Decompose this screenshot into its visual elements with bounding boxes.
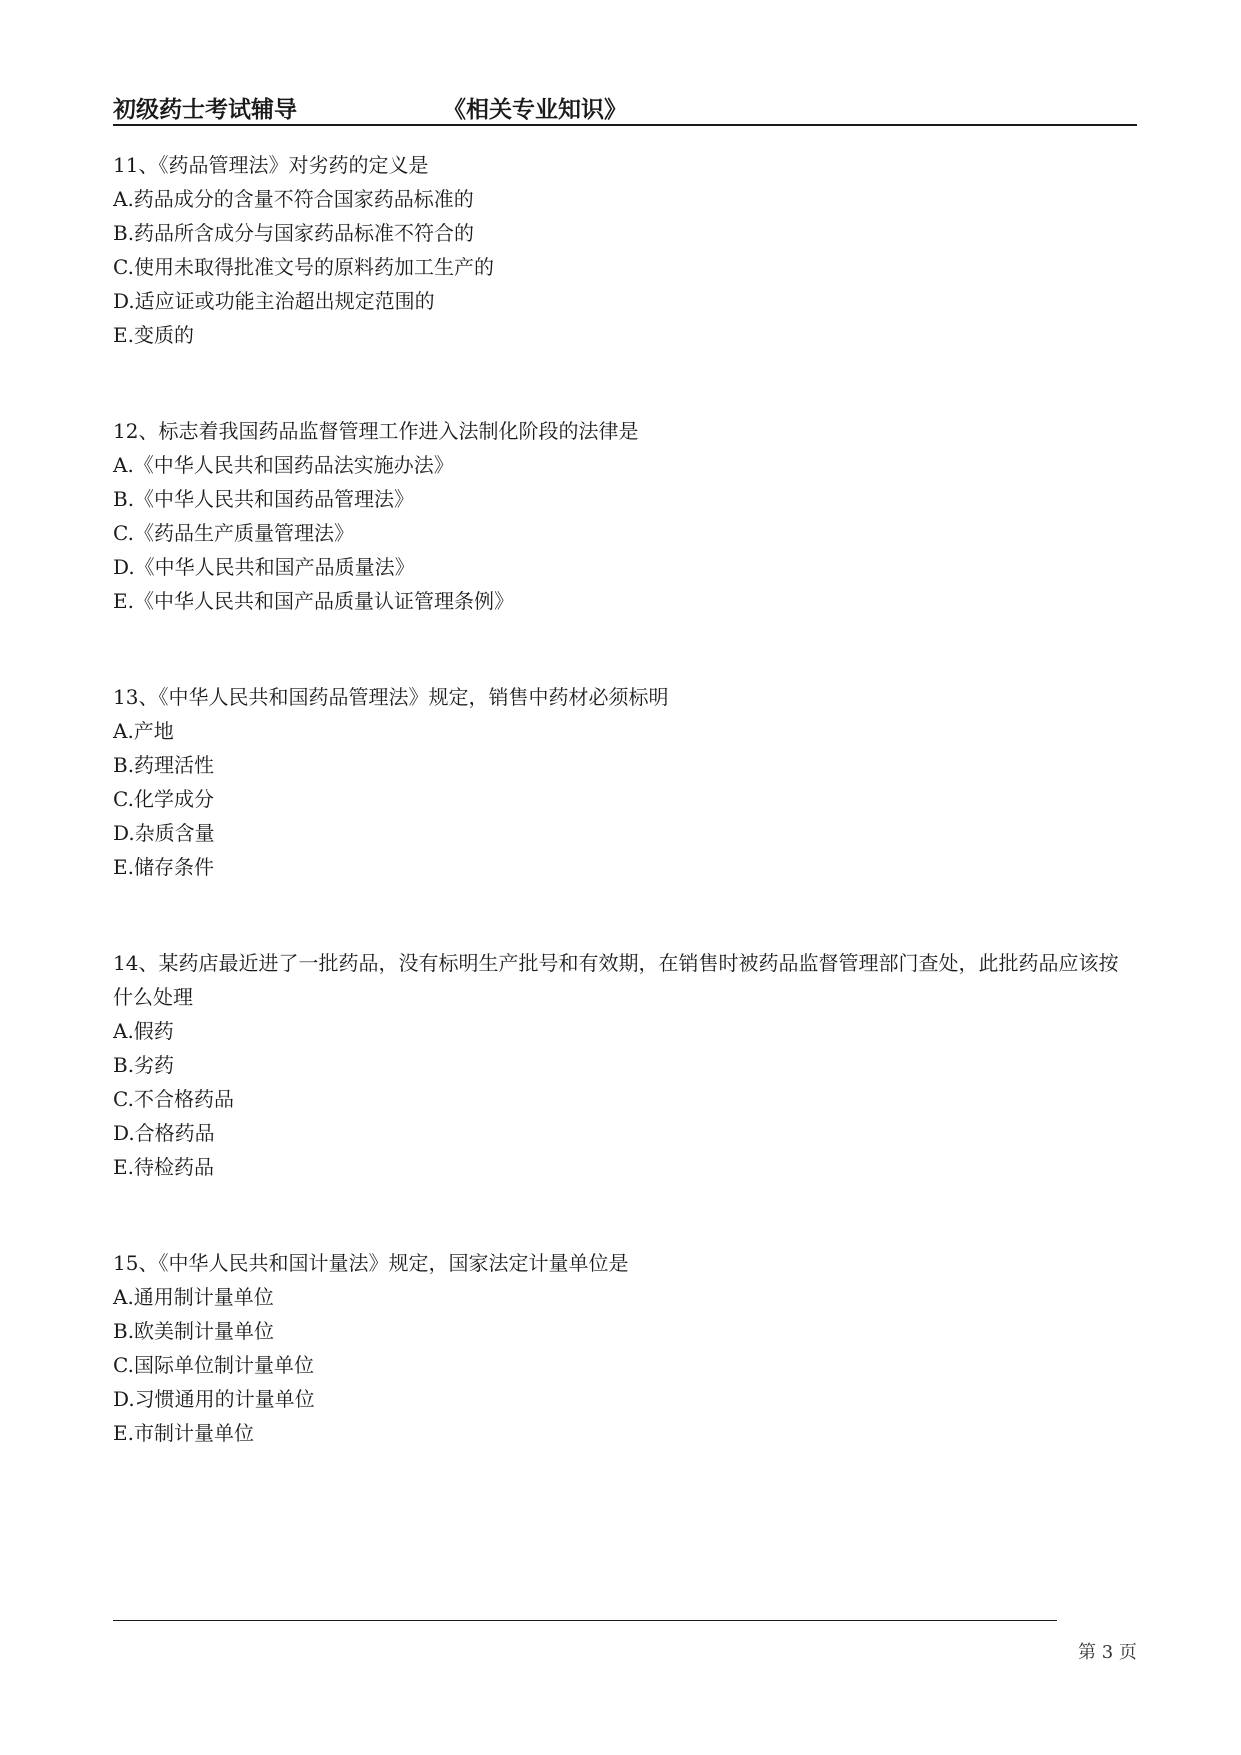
option-b: B.药理活性 xyxy=(113,753,215,777)
option-b: B.欧美制计量单位 xyxy=(113,1319,275,1343)
option-e: E.待检药品 xyxy=(113,1155,214,1179)
question-13 xyxy=(113,680,1137,884)
question-stem: 14、某药店最近进了一批药品，没有标明生产批号和有效期，在销售时被药品监督管理部门查处，此批药品应该按什么处理 xyxy=(113,951,1119,1009)
option-d: D.习惯通用的计量单位 xyxy=(113,1387,315,1411)
option-a: A.《中华人民共和国药品法实施办法》 xyxy=(113,453,454,477)
footer-divider xyxy=(113,1620,1057,1621)
option-a: A.假药 xyxy=(113,1019,174,1043)
question-15 xyxy=(113,1246,1137,1450)
question-stem: 13、《中华人民共和国药品管理法》规定，销售中药材必须标明 xyxy=(113,685,669,709)
question-14 xyxy=(113,946,1137,1184)
option-e: E.变质的 xyxy=(113,323,194,347)
option-c: C.《药品生产质量管理法》 xyxy=(113,521,354,545)
question-stem: 15、《中华人民共和国计量法》规定，国家法定计量单位是 xyxy=(113,1251,629,1275)
option-c: C.化学成分 xyxy=(113,787,214,811)
option-b: B.劣药 xyxy=(113,1053,175,1077)
option-d: D.适应证或功能主治超出规定范围的 xyxy=(113,289,435,313)
question-12 xyxy=(113,414,1137,618)
question-stem: 12、标志着我国药品监督管理工作进入法制化阶段的法律是 xyxy=(113,419,639,443)
option-b: B.《中华人民共和国药品管理法》 xyxy=(113,487,415,511)
option-b: B.药品所含成分与国家药品标准不符合的 xyxy=(113,221,475,245)
option-e: E.市制计量单位 xyxy=(113,1421,254,1445)
question-stem: 11、《药品管理法》对劣药的定义是 xyxy=(113,153,429,177)
option-e: E.《中华人民共和国产品质量认证管理条例》 xyxy=(113,589,514,613)
option-c: C.使用未取得批准文号的原料药加工生产的 xyxy=(113,255,494,279)
option-a: A.通用制计量单位 xyxy=(113,1285,274,1309)
question-list xyxy=(113,148,1137,1512)
question-11 xyxy=(113,148,1137,352)
page-header xyxy=(113,88,1137,126)
option-c: C.国际单位制计量单位 xyxy=(113,1353,314,1377)
option-c: C.不合格药品 xyxy=(113,1087,234,1111)
header-course-title: 初级药士考试辅导 xyxy=(113,97,297,123)
option-d: D.《中华人民共和国产品质量法》 xyxy=(113,555,415,579)
option-e: E.储存条件 xyxy=(113,855,214,879)
option-a: A.药品成分的含量不符合国家药品标准的 xyxy=(113,187,474,211)
option-a: A.产地 xyxy=(113,719,174,743)
option-d: D.杂质含量 xyxy=(113,821,215,845)
page-number: 第 3 页 xyxy=(1078,1642,1137,1663)
option-d: D.合格药品 xyxy=(113,1121,215,1145)
header-subject-title: 《相关专业知识》 xyxy=(443,97,627,123)
